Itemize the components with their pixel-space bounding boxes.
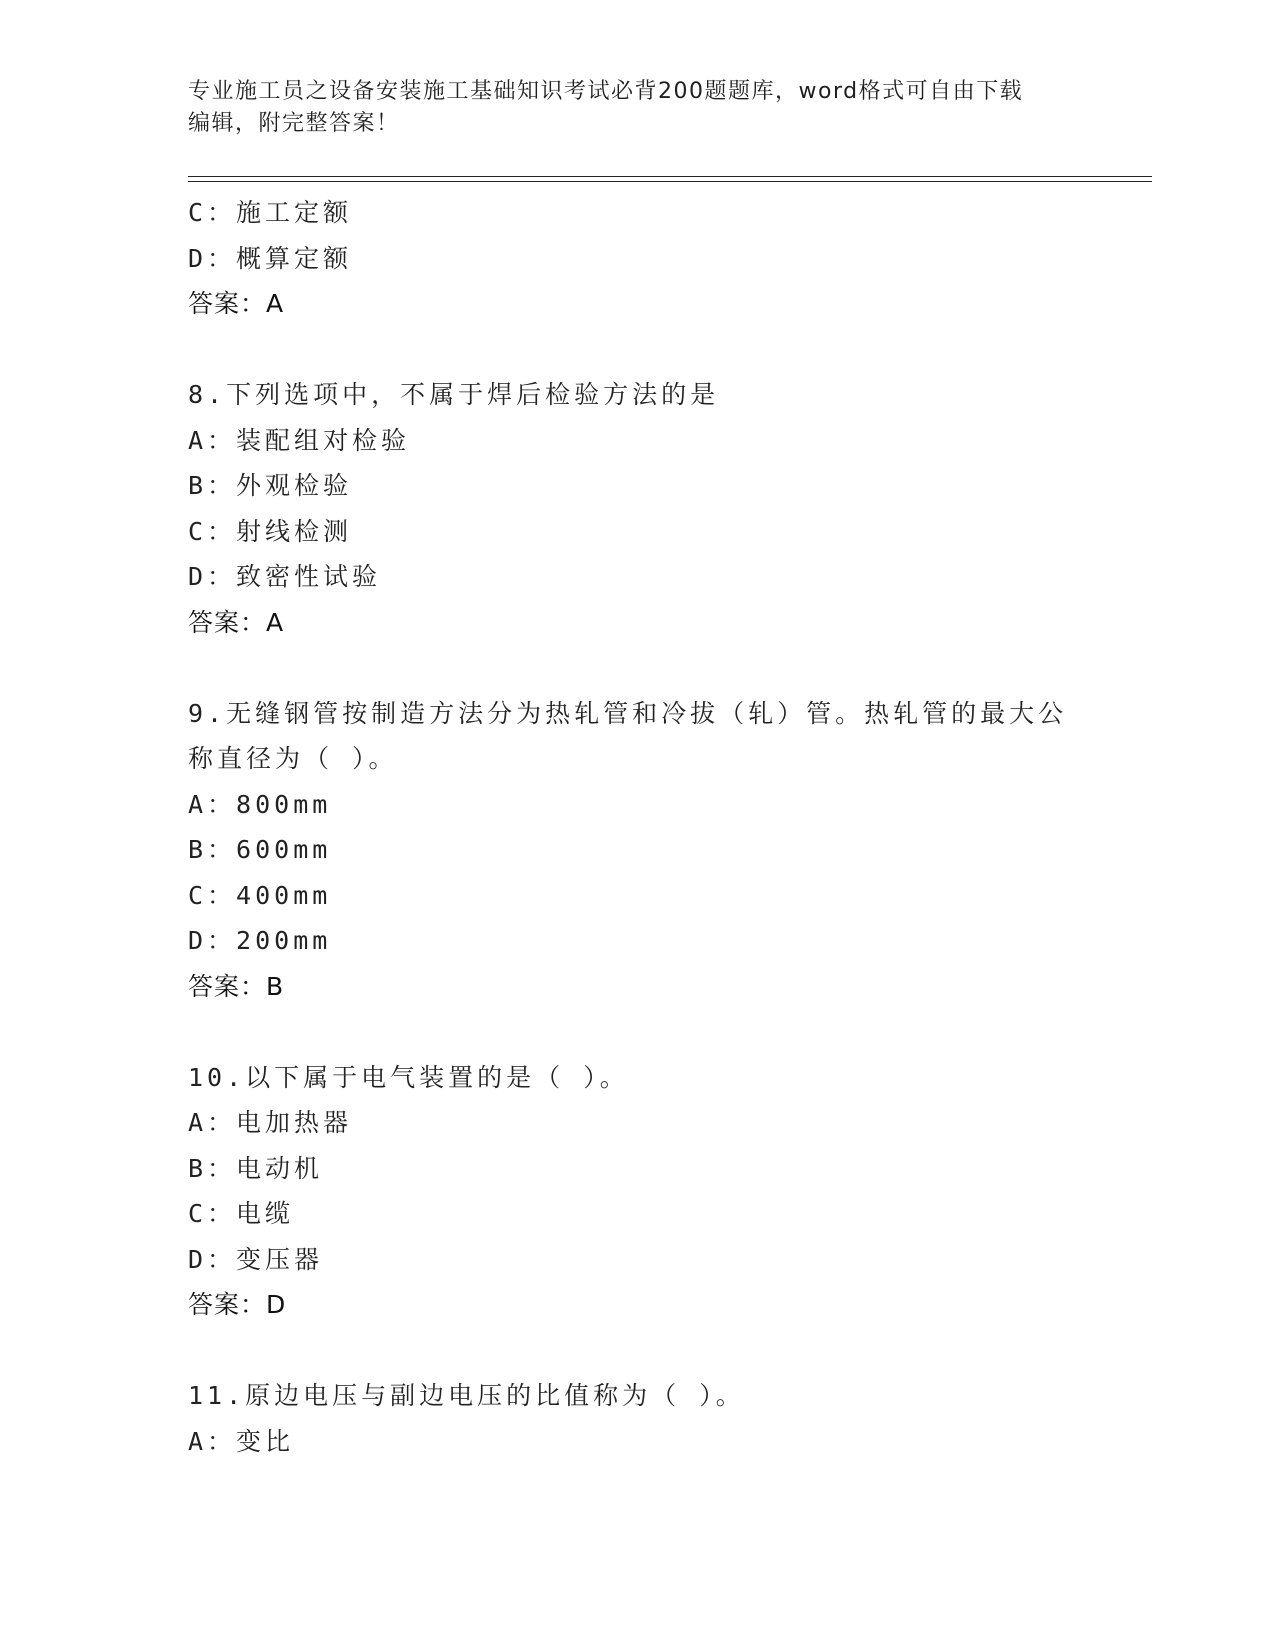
page-header: [188, 76, 1088, 140]
q10-question: 10.以下属于电气装置的是（ ）。: [188, 1062, 629, 1092]
question-8: [188, 372, 1088, 645]
spacer: [188, 1009, 1088, 1055]
q11-question: 11.原边电压与副边电压的比值称为（ ）。: [188, 1381, 745, 1410]
q7-answer: 答案：A: [188, 289, 285, 318]
question-list: [188, 190, 1088, 1464]
q7-option-c: C：施工定额: [188, 198, 353, 227]
q10-option-a: A：电加热器: [188, 1108, 353, 1137]
q9-question-line-1: 9.无缝钢管按制造方法分为热轧管和冷拔（轧）管。热轧管的最大公: [188, 698, 1068, 728]
q9-question-line-2: 称直径为（ ）。: [188, 744, 398, 773]
question-10: [188, 1055, 1088, 1328]
q8-option-a: A：装配组对检验: [188, 425, 411, 455]
question-7: [188, 190, 1088, 327]
q11-option-a: A：变比: [188, 1426, 295, 1456]
question-9: [188, 691, 1088, 1010]
spacer: [188, 327, 1088, 373]
header-line-1: 专业施工员之设备安装施工基础知识考试必背200题题库，word格式可自由下载: [188, 79, 1024, 104]
spacer: [188, 1328, 1088, 1374]
q8-answer: 答案：A: [188, 607, 285, 637]
spacer: [188, 645, 1088, 691]
q8-option-c: C：射线检测: [188, 516, 353, 546]
q9-option-c: C：400mm: [188, 880, 332, 910]
q9-answer: 答案：B: [188, 971, 285, 1001]
q10-answer: 答案：D: [188, 1290, 287, 1319]
q8-option-b: B：外观检验: [188, 471, 353, 500]
q10-option-d: D：变压器: [188, 1244, 324, 1274]
q9-option-d: D：200mm: [188, 926, 332, 955]
q7-option-d: D：概算定额: [188, 243, 353, 273]
q9-option-b: B：600mm: [188, 835, 332, 864]
header-rule-bottom: [188, 181, 1152, 182]
q9-option-a: A：800mm: [188, 789, 332, 819]
question-11: [188, 1373, 1088, 1464]
q10-option-c: C：电缆: [188, 1199, 295, 1228]
q8-question: 8.下列选项中，不属于焊后检验方法的是: [188, 380, 720, 409]
header-line-2: 编辑，附完整答案！: [188, 111, 400, 136]
q10-option-b: B：电动机: [188, 1153, 324, 1183]
q8-option-d: D：致密性试验: [188, 562, 382, 591]
header-rule-top: [188, 176, 1152, 177]
